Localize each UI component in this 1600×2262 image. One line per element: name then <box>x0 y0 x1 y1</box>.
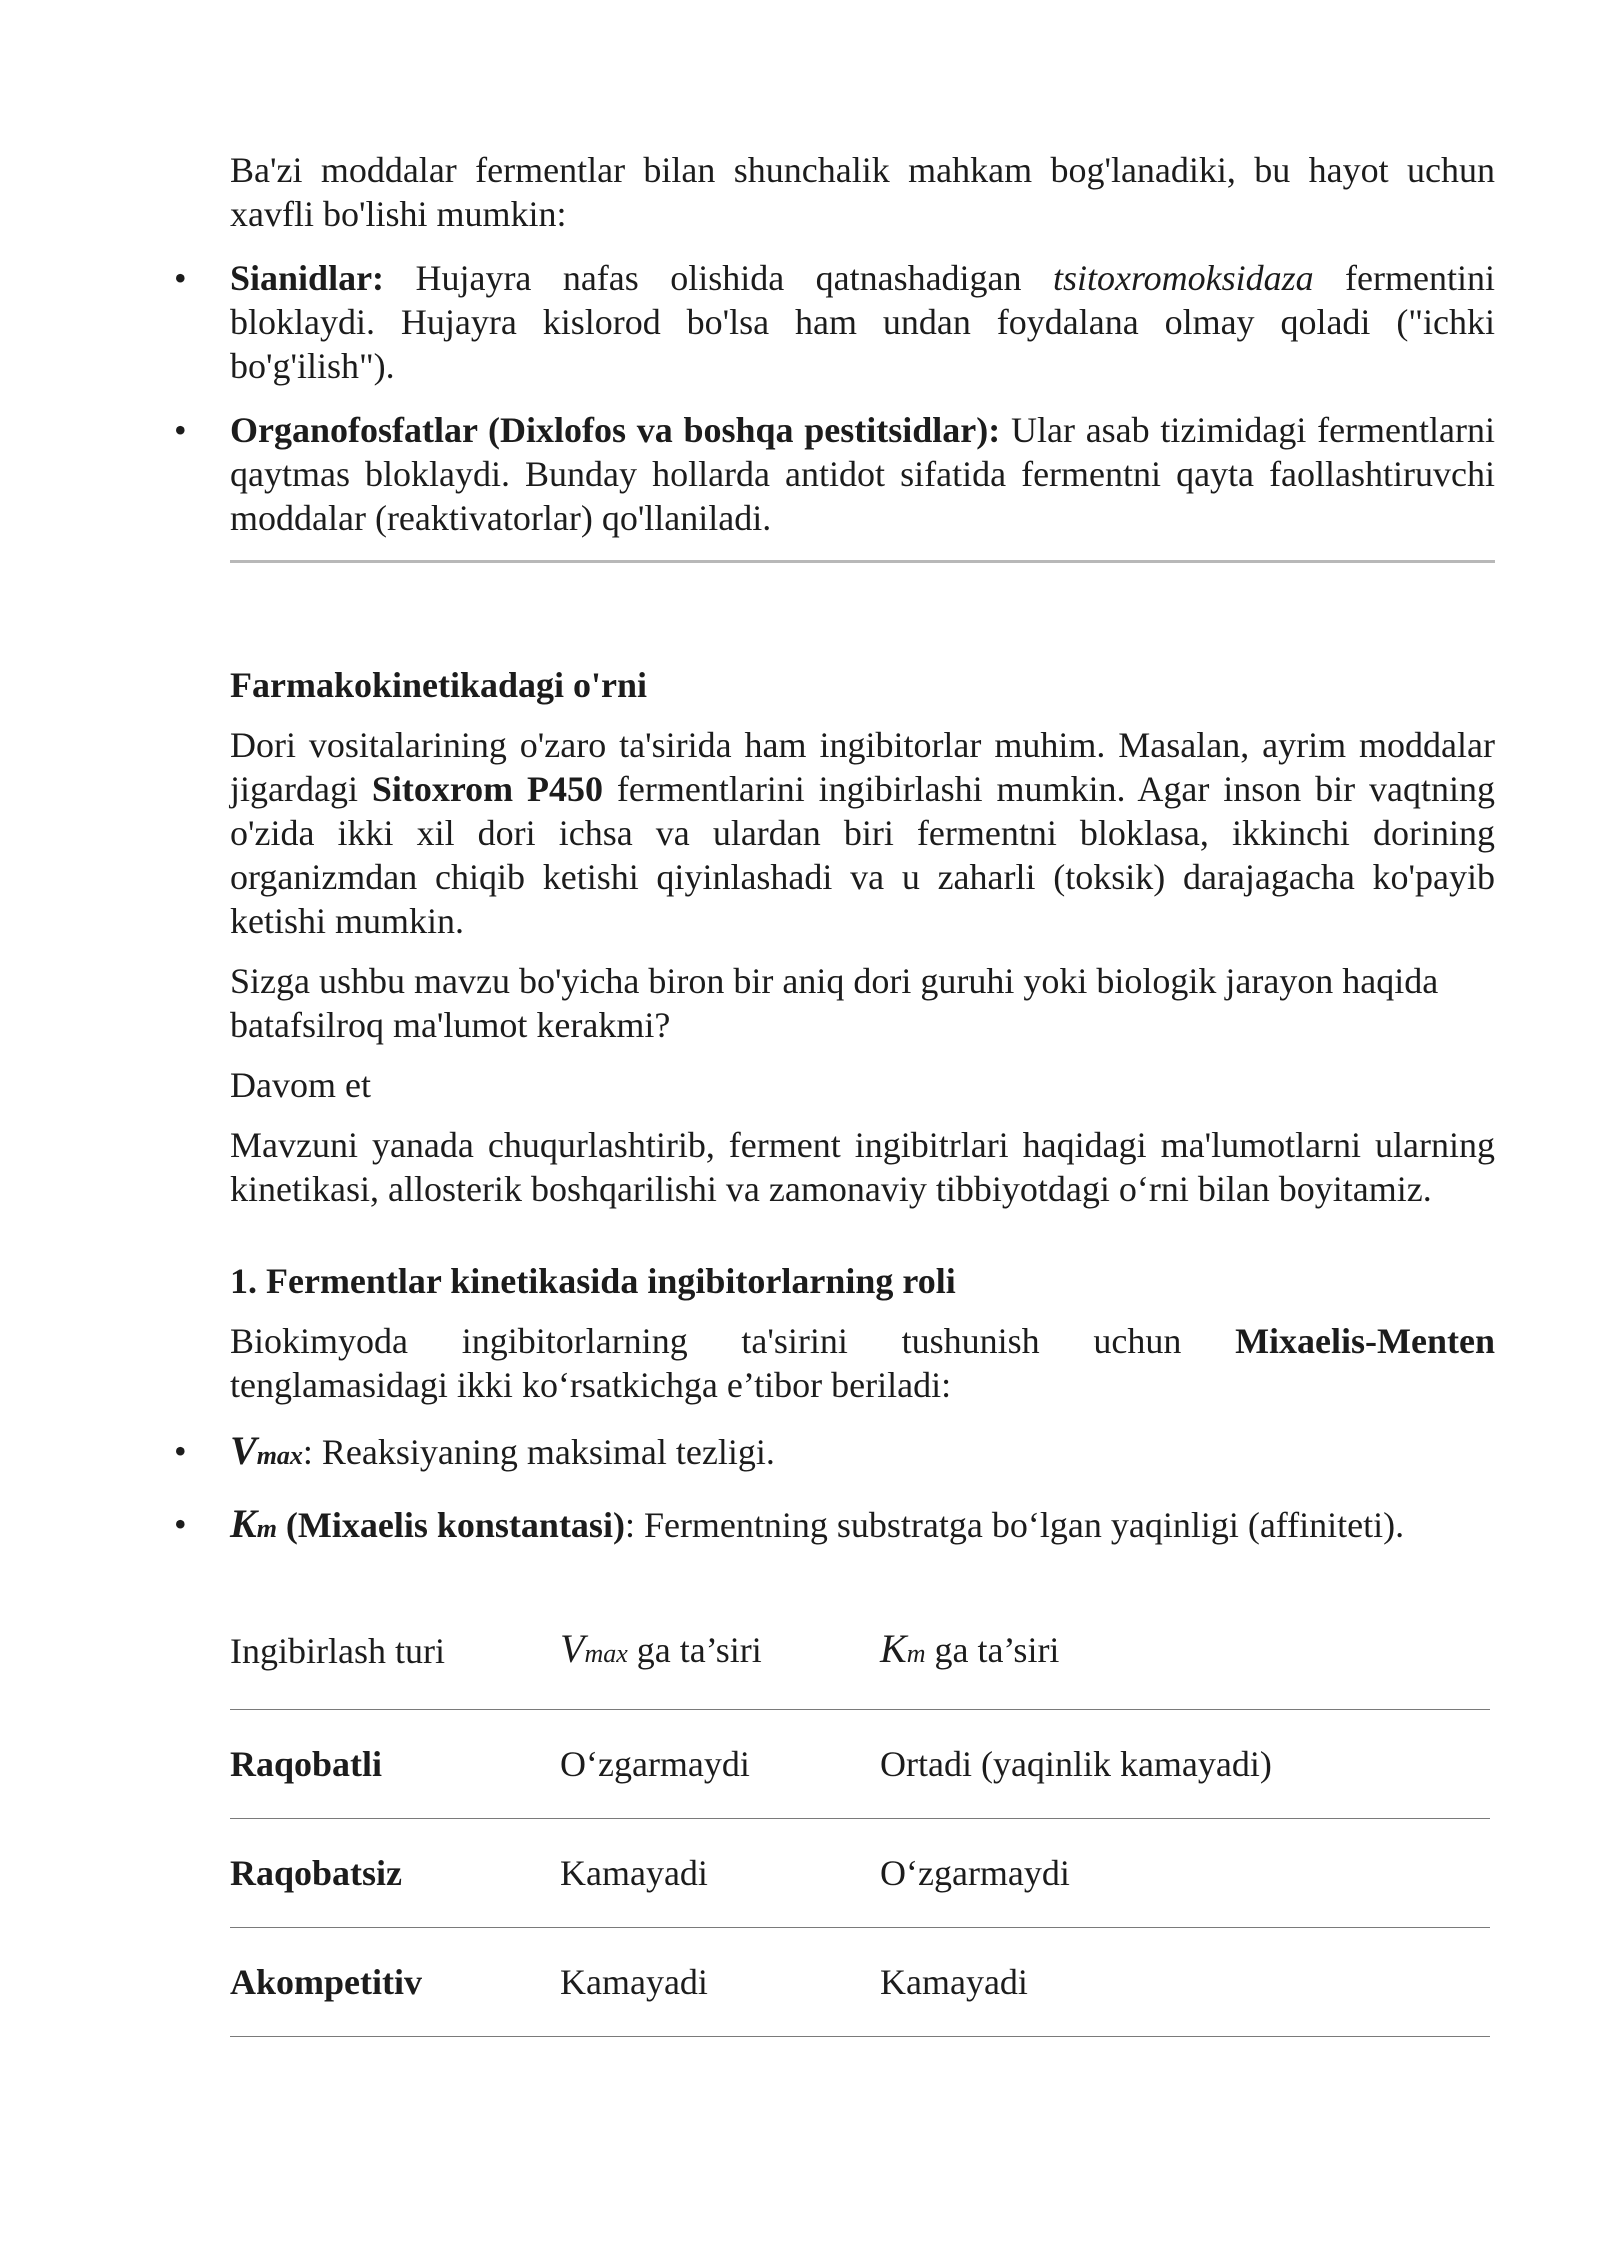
paragraph <box>230 723 1495 943</box>
km-effect-cell: Ortadi (yaqinlik kamayadi) <box>880 1710 1490 1819</box>
bullet-icon: • <box>174 1504 187 1544</box>
header-cell: Ingibirlash turi <box>230 1597 560 1710</box>
vmax-symbol: V <box>560 1625 585 1671</box>
paragraph <box>230 1319 1495 1407</box>
table-row <box>230 1710 1490 1819</box>
table-row <box>230 1819 1490 1928</box>
vmax-subscript: max <box>256 1441 303 1470</box>
term-label: (Mixaelis konstantasi) <box>276 1505 625 1545</box>
vmax-effect-cell: O‘zgarmaydi <box>560 1710 880 1819</box>
list-item <box>174 1501 1495 1551</box>
vmax-subscript: max <box>584 1638 628 1668</box>
item-text: : Reaksiyaning maksimal tezligi. <box>302 1432 775 1472</box>
question-paragraph: Sizga ushbu mavzu bo'yicha biron bir aniq dori guruhi yoki biologik jarayon haqida batafsilroq ma'lumot kerakmi? <box>230 961 1439 1045</box>
vmax-effect-cell: Kamayadi <box>560 1819 880 1928</box>
document-page <box>174 148 1495 2037</box>
enzyme-name: Sitoxrom P450 <box>371 769 604 809</box>
section-heading: 1. Fermentlar kinetikasida ingibitorlarning roli <box>230 1261 956 1301</box>
vmax-effect-cell: Kamayadi <box>560 1928 880 2037</box>
list-item <box>174 408 1495 540</box>
km-subscript: m <box>906 1638 926 1668</box>
paragraph-text: Dori vositalarining o'zaro ta'sirida ham ingibitorlar muhim. Masalan, ayrim moddalar jigardagi <box>230 725 1495 809</box>
paragraph-text: Biokimyoda ingibitorlarning ta'sirini tushunish uchun <box>230 1321 1236 1361</box>
equation-name: Mixaelis-Menten <box>1235 1321 1495 1361</box>
item-text: Hujayra nafas olishida qatnashadigan <box>384 258 1053 298</box>
item-text: Ular asab tizimidagi fermentlarni qaytmas bloklaydi. Bunday hollarda antidot sifatida fermentni qayta faollashtiruvchi moddalar (reaktivatorlar) qo'llaniladi. <box>230 410 1495 538</box>
bullet-icon: • <box>174 410 187 450</box>
term-label: Sianidlar: <box>230 258 385 298</box>
inhibition-table <box>230 1597 1490 2037</box>
intro-paragraph: Ba'zi moddalar fermentlar bilan shunchalik mahkam bog'lanadiki, bu hayot uchun xavfli bo'lishi mumkin: <box>230 150 1495 234</box>
header-text: ga ta’siri <box>925 1629 1060 1670</box>
table-row <box>230 1928 1490 2037</box>
header-cell <box>880 1597 1490 1710</box>
section-heading: Farmakokinetikadagi o'rni <box>230 665 648 705</box>
km-effect-cell: O‘zgarmaydi <box>880 1819 1490 1928</box>
toxic-substances-list <box>174 256 1495 540</box>
list-item <box>174 1428 1495 1478</box>
paragraph-text: tenglamasidagi ikki ko‘rsatkichga e’tibor beriladi: <box>230 1365 952 1405</box>
header-text: ga ta’siri <box>627 1629 762 1670</box>
kinetic-params-list <box>174 1428 1495 1551</box>
km-effect-cell: Kamayadi <box>880 1928 1490 2037</box>
table-header-row <box>230 1597 1490 1710</box>
item-text: fermentini bloklaydi. Hujayra kislorod bo'lsa ham undan foydalana olmay qoladi ("ichki bo'g'ilish"). <box>230 258 1495 386</box>
paragraph-text: fermentlarini ingibirlashi mumkin. Agar inson bir vaqtning o'zida ikki xil dori ichsa va ulardan biri fermentni bloklasa, ikkinchi dorining organizmdan chiqib ketishi qiyinlashadi va u zaharli (toksik) darajagacha ko'payib ketishi mumkin. <box>230 769 1495 941</box>
km-symbol: K <box>880 1625 907 1671</box>
item-text: : Fermentning substratga bo‘lgan yaqinligi (affiniteti). <box>624 1505 1405 1545</box>
inhibition-type-cell: Akompetitiv <box>230 1928 560 2037</box>
list-item <box>174 256 1495 388</box>
inhibition-type-cell: Raqobatli <box>230 1710 560 1819</box>
bullet-icon: • <box>174 1431 187 1471</box>
vmax-symbol: V <box>230 1428 257 1473</box>
enzyme-name: tsitoxromoksidaza <box>1052 258 1314 298</box>
continue-paragraph: Davom et <box>230 1065 371 1105</box>
paragraph: Mavzuni yanada chuqurlashtirib, ferment ingibitrlari haqidagi ma'lumotlarni ularning kinetikasi, allosterik boshqarilishi va zamonaviy tibbiyotdagi o‘rni bilan boyitamiz. <box>230 1125 1495 1209</box>
km-subscript: m <box>256 1514 277 1543</box>
km-symbol: K <box>230 1501 257 1546</box>
inhibition-type-cell: Raqobatsiz <box>230 1819 560 1928</box>
term-label: Organofosfatlar (Dixlofos va boshqa pestitsidlar): <box>230 410 1001 450</box>
bullet-icon: • <box>174 258 187 298</box>
header-cell <box>560 1597 880 1710</box>
